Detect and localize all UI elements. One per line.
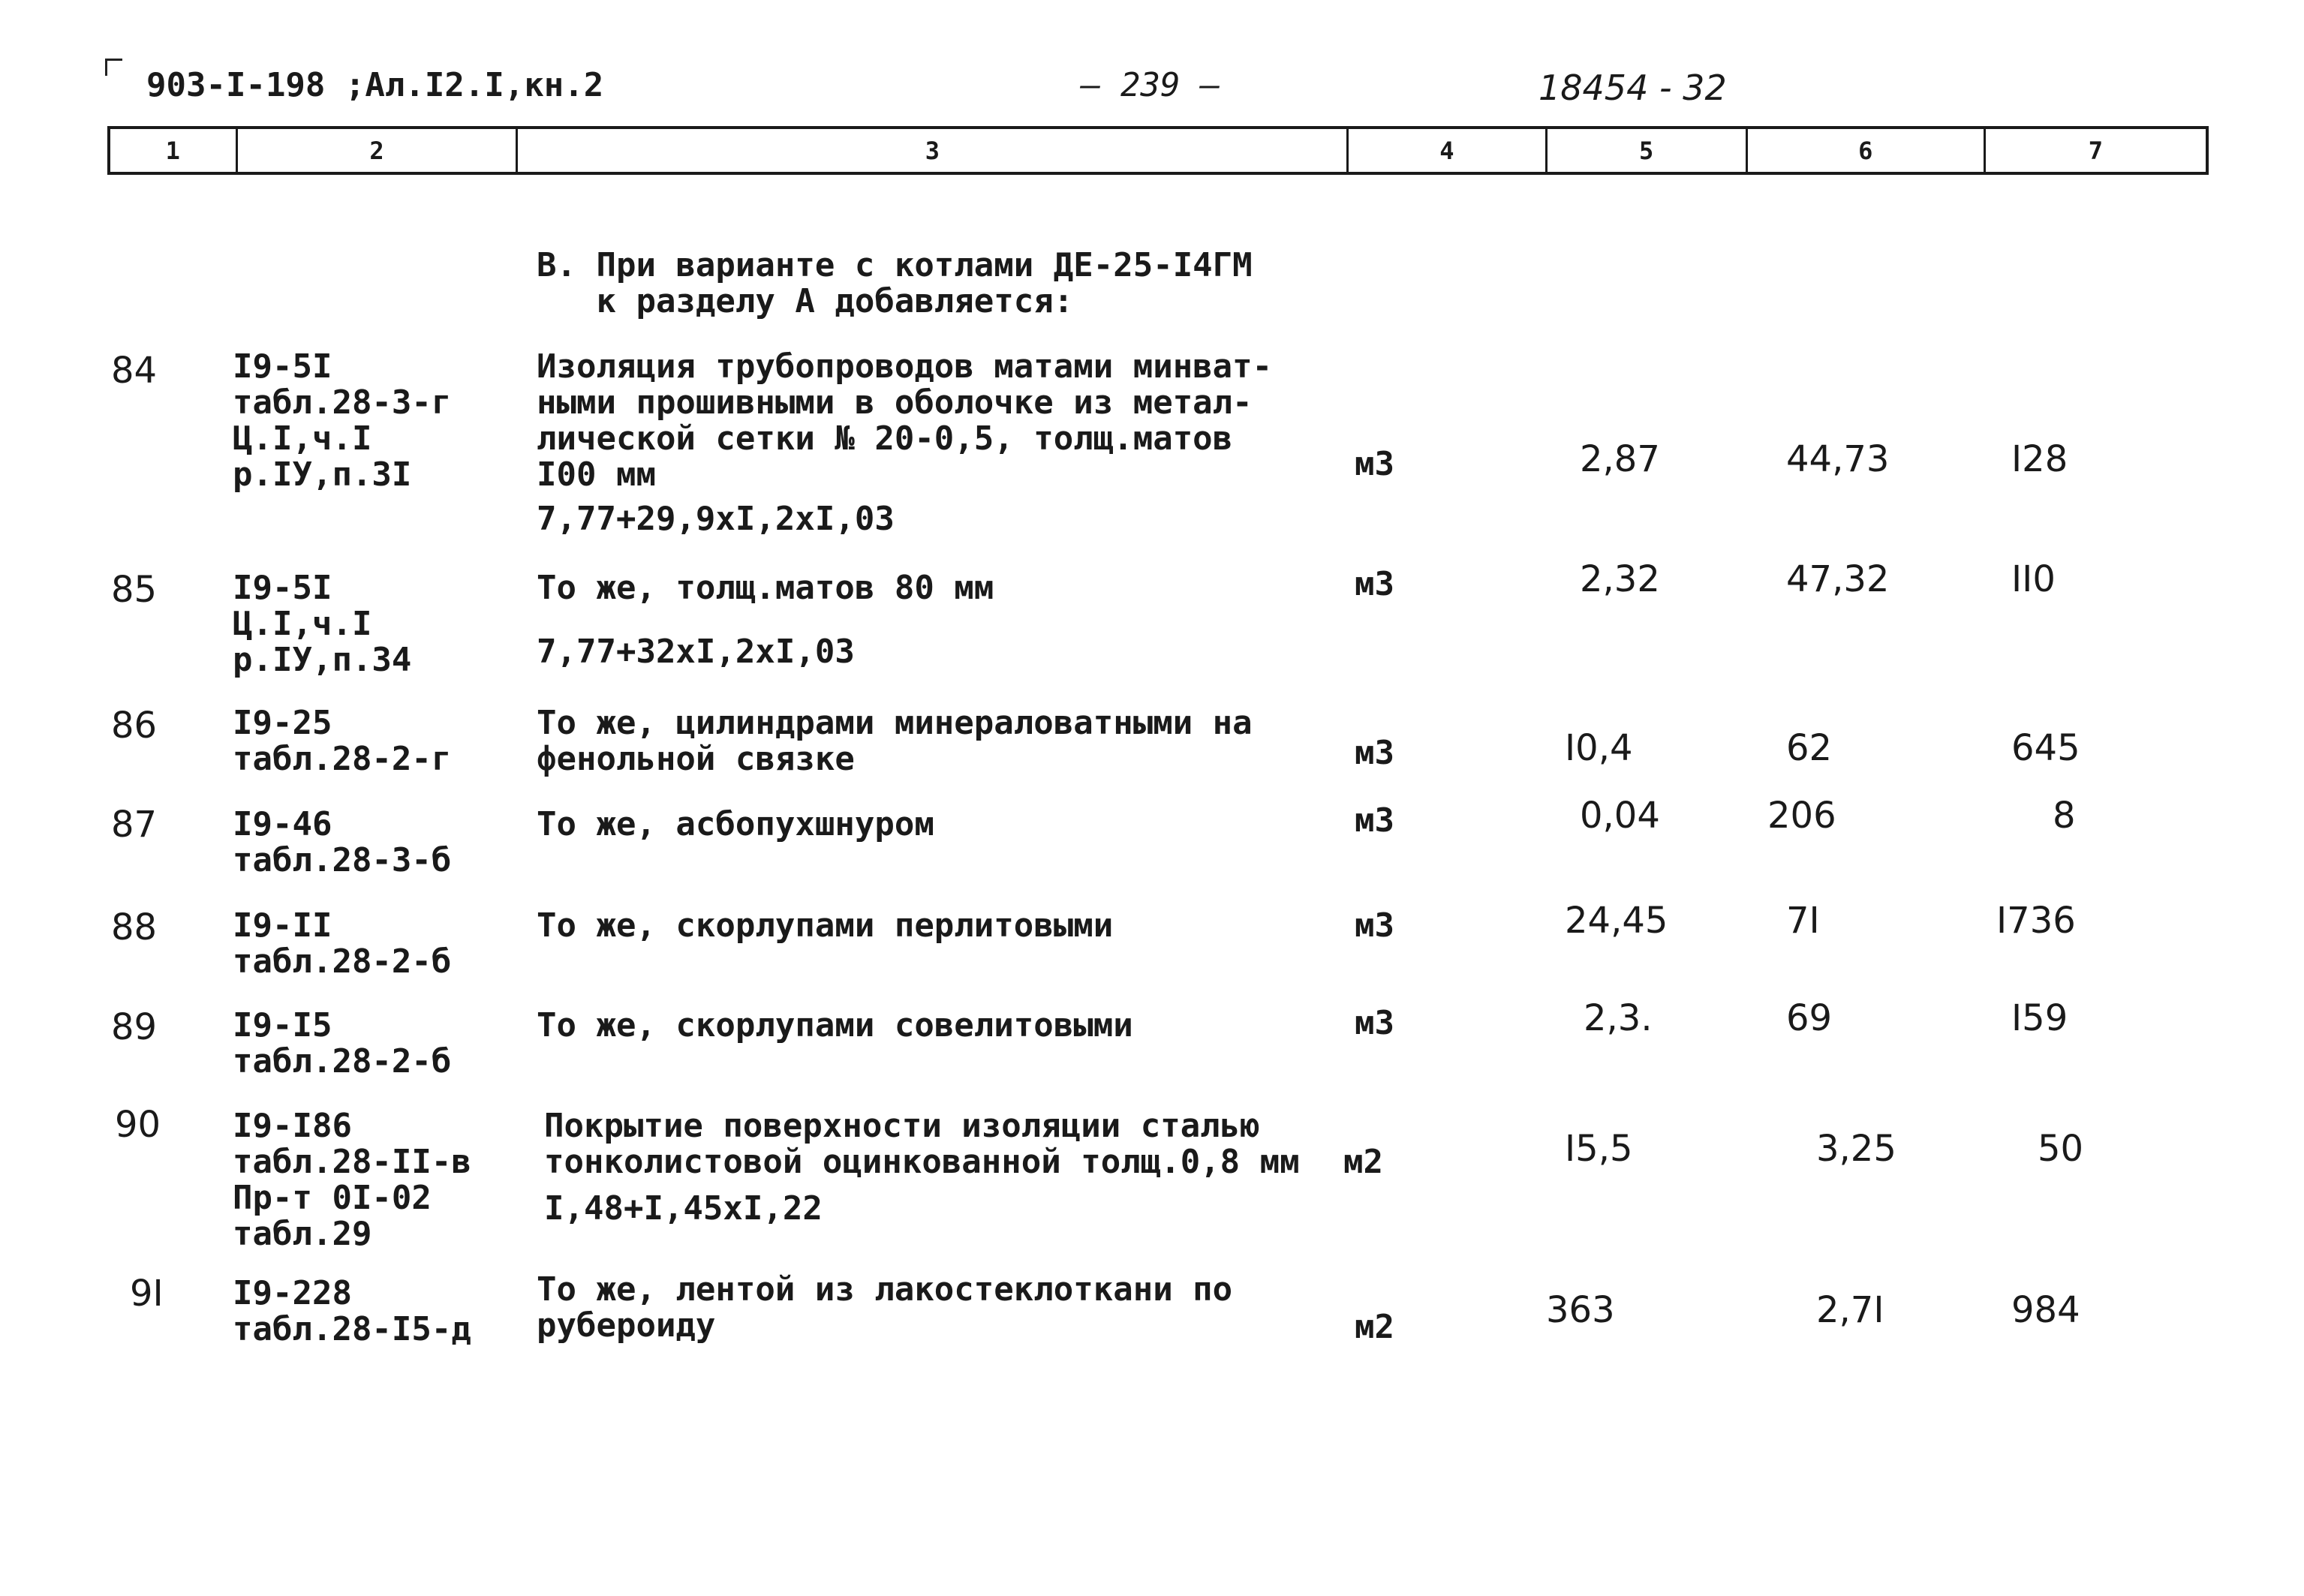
quantity: I5,5 (1565, 1128, 1633, 1170)
unit-price: 3,25 (1816, 1128, 1896, 1170)
unit: м3 (1355, 906, 1394, 945)
norm-reference: I9-II табл.28-2-б (233, 906, 452, 981)
work-description: То же, лентой из лакостеклоткани по рубероиду (537, 1270, 1233, 1345)
unit: м3 (1355, 445, 1394, 483)
column-header-row (107, 126, 2209, 175)
row-number: 87 (111, 804, 158, 846)
section-title: В. При варианте с котлами ДЕ-25-I4ГМ к разделу А добавляется: (537, 246, 1253, 320)
work-description: То же, цилиндрами минераловатными на фенольной связке (537, 704, 1253, 778)
work-description: То же, асбопухшнуром (537, 805, 934, 843)
calculation-formula: 7,77+29,9xI,2xI,03 (537, 500, 895, 538)
quantity: 363 (1546, 1289, 1615, 1331)
row-number: 88 (111, 906, 158, 948)
column-header-7: 7 (2088, 136, 2104, 165)
unit: м3 (1355, 1004, 1394, 1042)
norm-reference: I9-228 табл.28-I5-д (233, 1274, 471, 1348)
column-header-1: 1 (110, 129, 238, 172)
column-header-4: 4 (1349, 129, 1547, 172)
quantity: 2,32 (1580, 558, 1660, 600)
total-cost: I736 (1996, 900, 2076, 942)
total-cost: 8 (2053, 795, 2076, 837)
unit-price: 206 (1767, 795, 1836, 837)
work-description: Покрытие поверхности изоляции сталью тонколистовой оцинкованной толщ.0,8 мм (544, 1107, 1300, 1181)
norm-reference: I9-46 табл.28-3-б (233, 805, 452, 879)
unit-price: 44,73 (1786, 438, 1890, 480)
total-cost: I59 (2011, 997, 2068, 1039)
work-description: То же, толщ.матов 80 мм (537, 569, 994, 607)
total-cost: 50 (2038, 1128, 2084, 1170)
quantity: 2,87 (1580, 438, 1660, 480)
quantity: 2,3. (1584, 997, 1653, 1039)
inventory-number: 18454 - 32 (1539, 68, 1727, 108)
norm-reference: I9-5I табл.28-3-г Ц.I,ч.I р.IУ,п.3I (233, 347, 452, 494)
row-number: 84 (111, 350, 158, 392)
column-header-5: 5 (1548, 129, 1748, 172)
unit: м2 (1343, 1143, 1383, 1181)
page-number: — 239 — (1081, 66, 1220, 104)
row-number: 85 (111, 569, 158, 611)
calculation-formula: I,48+I,45xI,22 (544, 1189, 823, 1228)
norm-reference: I9-I86 табл.28-II-в Пр-т 0I-02 табл.29 (233, 1107, 471, 1253)
quantity: 24,45 (1565, 900, 1668, 942)
unit-price: 7I (1786, 900, 1820, 942)
quantity: 0,04 (1580, 795, 1660, 837)
unit: м3 (1355, 565, 1394, 603)
unit: м3 (1355, 801, 1394, 840)
column-header-2: 2 (238, 129, 519, 172)
work-description: То же, скорлупами совелитовыми (537, 1006, 1133, 1044)
row-number: 86 (111, 705, 158, 747)
quantity: I0,4 (1565, 727, 1633, 769)
unit-price: 47,32 (1786, 558, 1890, 600)
column-header-3: 3 (518, 129, 1349, 172)
unit-price: 62 (1786, 727, 1833, 769)
norm-reference: I9-I5 табл.28-2-б (233, 1006, 452, 1081)
row-number: 89 (111, 1006, 158, 1048)
unit-price: 69 (1786, 997, 1833, 1039)
work-description: Изоляция трубопроводов матами минват- ными прошивными в оболочке из метал- лической сетки № 20-0,5, толщ.матов I00 мм (537, 347, 1273, 494)
total-cost: II0 (2011, 558, 2056, 600)
row-number: 9I (130, 1273, 164, 1315)
document-code: 903-I-198 ;Ал.I2.I,кн.2 (146, 66, 604, 104)
row-number: 90 (115, 1104, 161, 1146)
total-cost: 984 (2011, 1289, 2080, 1331)
norm-reference: I9-5I Ц.I,ч.I р.IУ,п.34 (233, 569, 412, 679)
norm-reference: I9-25 табл.28-2-г (233, 704, 452, 778)
total-cost: I28 (2011, 438, 2068, 480)
column-header-6: 6 (1748, 129, 1986, 172)
unit-price: 2,7I (1816, 1289, 1884, 1331)
unit: м3 (1355, 734, 1394, 772)
work-description: То же, скорлупами перлитовыми (537, 906, 1114, 945)
total-cost: 645 (2011, 727, 2080, 769)
unit: м2 (1355, 1308, 1394, 1346)
corner-mark (105, 59, 122, 76)
calculation-formula: 7,77+32xI,2xI,03 (537, 633, 855, 671)
